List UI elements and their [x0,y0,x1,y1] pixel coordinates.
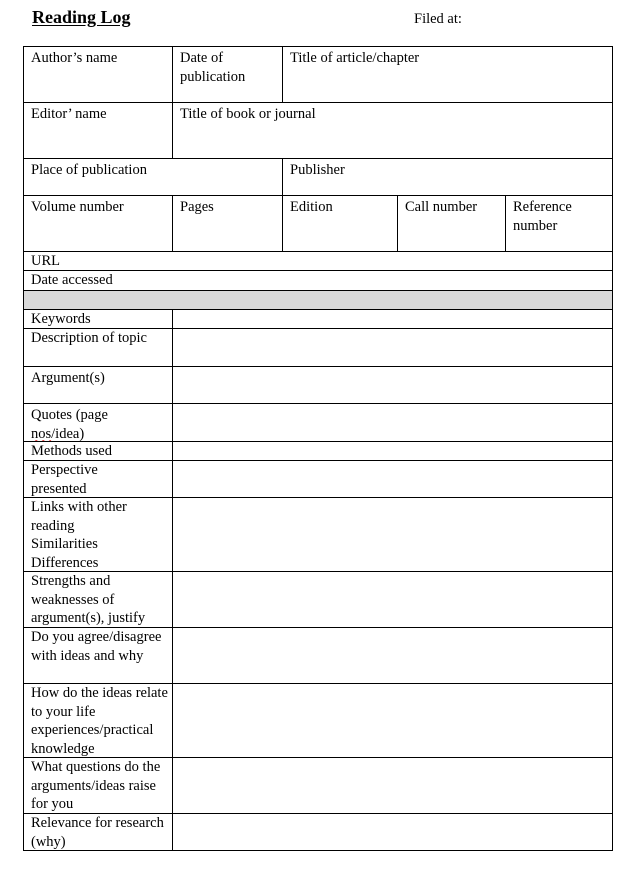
relevance-for-research-field[interactable] [173,814,612,850]
perspective-presented-field[interactable] [173,461,612,497]
grid-line [23,850,613,851]
links-line-2: Similarities [31,536,98,552]
arguments-label: Argument(s) [31,370,105,386]
shaded-separator-row [23,290,613,309]
edition-cell: Edition [290,199,333,215]
date-accessed-cell: Date accessed [31,272,113,288]
filed-at-label: Filed at: [414,11,462,27]
links-line-3: Differences [31,554,99,571]
description-of-topic-field[interactable] [173,329,612,366]
perspective-presented-label: Perspective presented [31,462,98,497]
quotes-field[interactable] [173,404,612,441]
relevance-for-research-label: Relevance for research (why) [31,815,164,850]
agree-disagree-label: Do you agree/disagree with ideas and why [31,629,162,664]
title-of-book-cell: Title of book or journal [180,106,316,122]
quotes-label-prefix: Quotes (page [31,407,108,423]
methods-used-label: Methods used [31,443,112,459]
links-with-other-reading-label [24,498,172,571]
description-of-topic-label: Description of topic [31,330,147,346]
keywords-field[interactable] [173,310,612,328]
reading-log-form [23,46,613,851]
page-title: Reading Log [32,7,131,27]
grid-line [23,290,613,291]
quotes-label-nos: nos [31,425,52,441]
strengths-weaknesses-label: Strengths and weaknesses of argument(s), justify [31,573,146,626]
questions-raised-label: What questions do the arguments/ideas raise for you [31,759,161,812]
page-header [0,0,642,46]
relate-to-life-field[interactable] [173,684,612,757]
questions-raised-field[interactable] [173,758,612,813]
links-line-1: Links with other reading [31,499,127,534]
quotes-label [24,404,172,441]
methods-used-field[interactable] [173,442,612,460]
reference-number-cell: Reference number [513,199,572,234]
authors-name-cell: Author’s name [31,50,118,66]
relate-to-life-label: How do the ideas relate to your life experiences/practical knowledge [31,685,168,757]
arguments-field[interactable] [173,367,612,403]
grid-line [612,46,613,851]
call-number-cell: Call number [405,199,478,215]
publisher-cell: Publisher [290,162,345,178]
volume-number-cell: Volume number [31,199,124,215]
date-of-publication-cell: Date of publication [180,50,246,85]
strengths-weaknesses-field[interactable] [173,572,612,627]
pages-cell: Pages [180,199,214,215]
links-with-other-reading-field[interactable] [173,498,612,571]
place-of-publication-cell: Place of publication [31,162,147,178]
url-cell: URL [31,253,60,269]
quotes-label-suffix: /idea) [51,425,85,441]
keywords-label: Keywords [31,311,91,327]
title-of-article-cell: Title of article/chapter [290,50,420,66]
agree-disagree-field[interactable] [173,628,612,683]
editors-name-cell: Editor’ name [31,106,107,122]
